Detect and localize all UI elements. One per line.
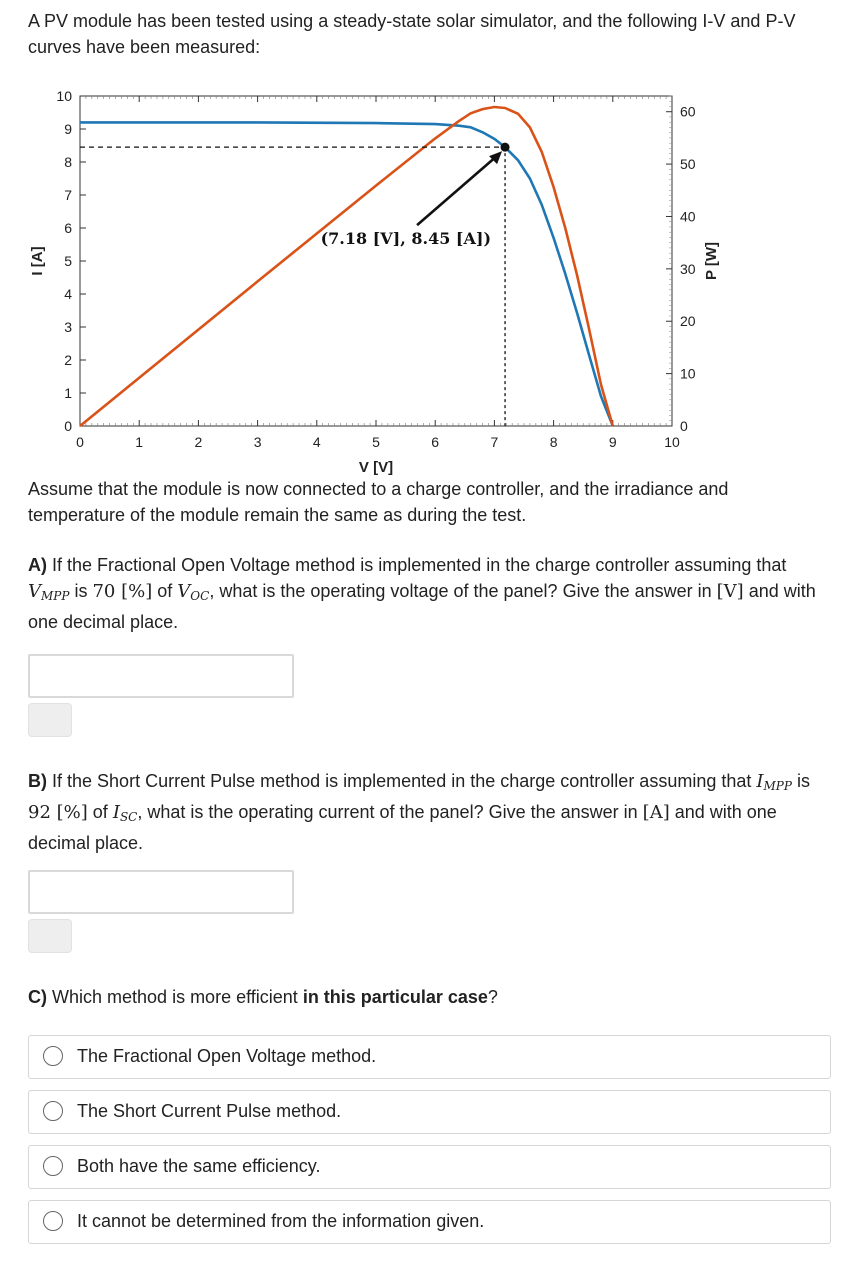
y-left-tick-label: 4	[64, 286, 72, 302]
y-right-tick-label: 10	[680, 365, 696, 382]
mpp-arrow-line	[417, 154, 499, 225]
var-vmpp: $V_{MPP}$	[28, 581, 70, 603]
x-tick-label: 7	[490, 434, 499, 450]
question-a-unit: [V]	[716, 581, 744, 602]
x-axis-label: V [V]	[358, 459, 394, 476]
radio-button[interactable]	[43, 1211, 63, 1231]
y-right-tick-label: 50	[680, 156, 696, 173]
y-right-tick-label: 40	[680, 208, 696, 225]
option-short-current-pulse[interactable]	[28, 1090, 831, 1134]
y-right-tick-label: 0	[680, 418, 688, 434]
mpp-point	[501, 143, 510, 152]
after-chart-text: Assume that the module is now connected to a charge controller, and the irradiance and temperature of the module remain the same as during the test.	[28, 479, 729, 525]
y-left-tick-label: 6	[64, 220, 72, 236]
y-axis-right-label: P [W]	[703, 241, 720, 281]
var-voc: $V_{OC}$	[177, 581, 210, 603]
x-tick-label: 8	[549, 434, 558, 450]
radio-button[interactable]	[43, 1046, 63, 1066]
option-same-efficiency[interactable]	[28, 1145, 831, 1189]
question-b-letter: B)	[28, 771, 47, 791]
iv-pv-chart	[22, 84, 722, 484]
x-tick-label: 2	[194, 434, 203, 450]
y-left-tick-label: 2	[64, 352, 72, 368]
question-c-part1: Which method is more efficient	[52, 987, 298, 1007]
x-tick-label: 5	[372, 434, 380, 450]
var-isc: $I_{SC}$	[112, 802, 138, 824]
option-label: The Short Current Pulse method.	[77, 1101, 342, 1121]
y-left-tick-label: 1	[64, 385, 72, 401]
x-tick-label: 9	[608, 434, 617, 450]
question-b-unit: [A]	[642, 802, 670, 823]
question-a-part1: If the Fractional Open Voltage method is implemented in the charge controller assuming that	[52, 555, 787, 575]
question-b-part2: , what is the operating current of the panel? Give the answer in	[137, 802, 638, 822]
question-b-is: is	[796, 771, 810, 791]
question-b-percentage: 92 [%]	[28, 802, 88, 823]
x-tick-label: 0	[76, 434, 84, 450]
y-axis-left-label: I [A]	[29, 246, 46, 276]
question-b-part3: and with one decimal place.	[28, 802, 777, 853]
question-a-part2: , what is the operating voltage of the panel? Give the answer in	[209, 581, 712, 601]
check-b-button[interactable]	[28, 919, 72, 953]
answer-b-input[interactable]	[28, 870, 294, 914]
option-label: It cannot be determined from the information given.	[77, 1211, 485, 1231]
x-tick-label: 1	[135, 434, 144, 450]
y-right-tick-label: 20	[680, 313, 696, 330]
question-a-percentage: 70 [%]	[92, 581, 153, 602]
radio-button[interactable]	[43, 1156, 63, 1176]
y-left-tick-label: 7	[64, 187, 72, 203]
question-c-emphasis: in this particular case	[302, 987, 488, 1007]
question-b-text	[28, 768, 828, 856]
y-right-tick-label: 30	[680, 260, 696, 277]
y-left-tick-label: 5	[64, 253, 72, 269]
question-a-of: of	[157, 581, 173, 601]
option-label: Both have the same efficiency.	[77, 1156, 321, 1176]
radio-button[interactable]	[43, 1101, 63, 1121]
option-label: The Fractional Open Voltage method.	[77, 1046, 377, 1066]
check-a-button[interactable]	[28, 703, 72, 737]
question-c-letter: C)	[28, 987, 47, 1007]
question-c-mark: ?	[487, 987, 498, 1007]
pv-curve	[80, 107, 613, 426]
mpp-annotation: (7.18 [V], 8.45 [A])	[320, 229, 492, 249]
answer-a-input[interactable]	[28, 654, 294, 698]
question-a-part3: and with one decimal place.	[28, 581, 816, 632]
question-b-part1: If the Short Current Pulse method is implemented in the charge controller assuming that	[52, 771, 752, 791]
question-c-text	[28, 984, 828, 1010]
x-tick-label: 3	[253, 434, 262, 450]
y-right-tick-label: 60	[680, 103, 696, 120]
question-a-text	[28, 552, 828, 635]
var-impp: $I_{MPP}$	[756, 771, 792, 793]
x-tick-label: 10	[664, 434, 680, 450]
question-a-letter: A)	[28, 555, 47, 575]
iv-curve	[80, 122, 613, 426]
intro-text: A PV module has been tested using a steady-state solar simulator, and the following I-V and P-V curves have been measured:	[28, 11, 796, 57]
y-left-tick-label: 8	[64, 154, 72, 170]
plot-frame	[80, 96, 672, 426]
question-a-is: is	[74, 581, 88, 601]
option-fractional-open-voltage[interactable]	[28, 1035, 831, 1079]
y-left-tick-label: 3	[64, 319, 72, 335]
x-tick-label: 4	[312, 434, 321, 450]
y-left-tick-label: 9	[64, 121, 72, 137]
y-left-tick-label: 10	[56, 88, 72, 104]
y-left-tick-label: 0	[64, 418, 72, 434]
x-tick-label: 6	[431, 434, 440, 450]
option-cannot-determine[interactable]	[28, 1200, 831, 1244]
question-b-of: of	[92, 802, 108, 822]
